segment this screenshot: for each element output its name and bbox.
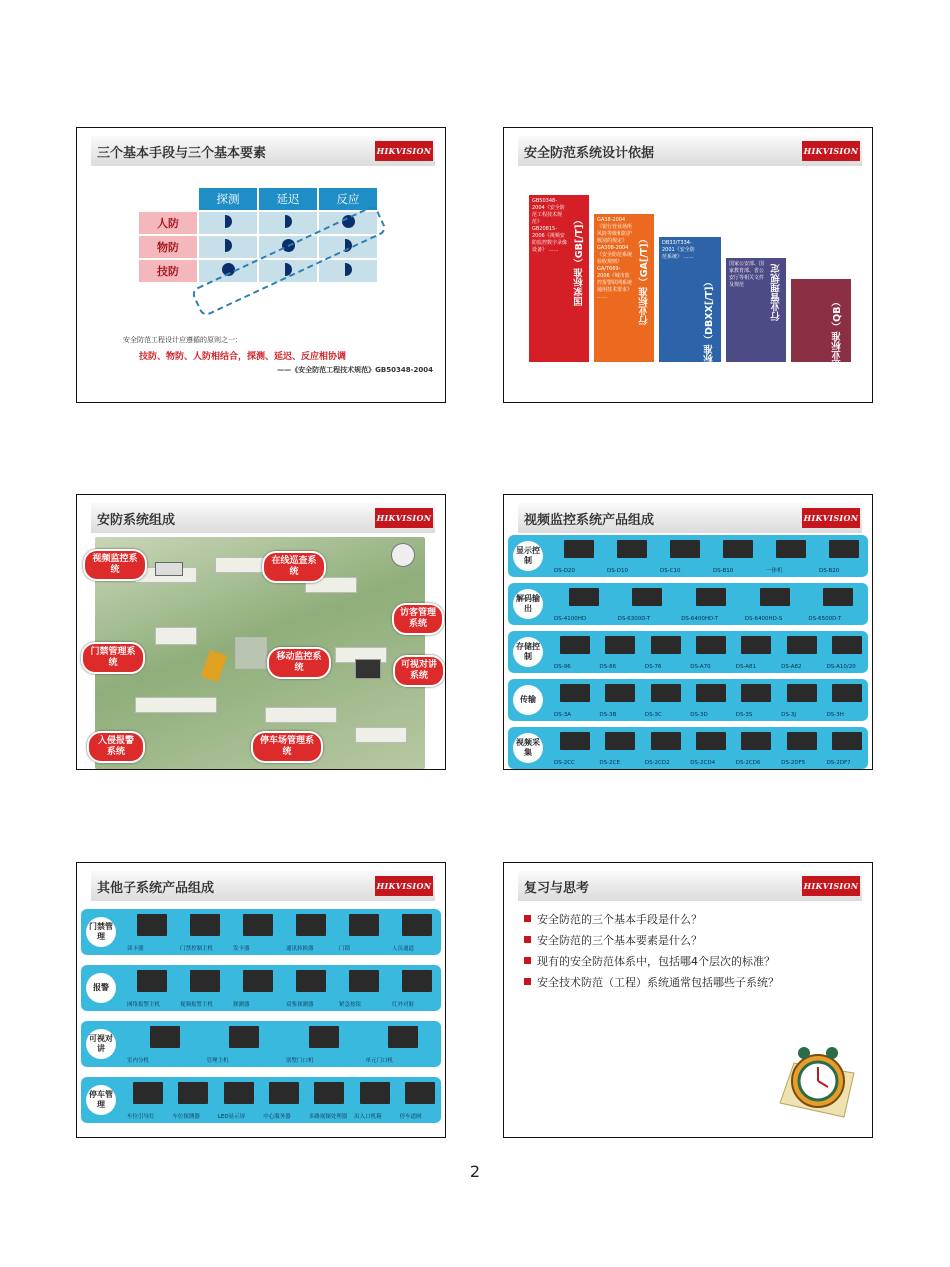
product-device-icon	[617, 540, 647, 558]
product-model-label: DS-A70	[690, 664, 711, 670]
product-model-label: 门锁	[339, 946, 351, 952]
matrix-col-header: 延迟	[259, 188, 317, 210]
product-model-label: 人员通道	[392, 946, 415, 952]
question-item	[524, 932, 702, 948]
product-model-label: DS-C10	[660, 568, 681, 574]
category-badge: 存储控制	[513, 637, 543, 667]
product-model-label: DS-A81	[735, 664, 757, 670]
bullet-icon	[524, 978, 531, 985]
product-device-icon	[776, 540, 806, 558]
product-model-label: DS-96	[554, 664, 571, 670]
product-device-icon	[269, 1082, 299, 1104]
matrix-col-header: 探测	[199, 188, 257, 210]
product-row	[508, 679, 868, 721]
product-model-label: DS-6300D-T	[617, 616, 651, 622]
category-badge: 可视对讲	[86, 1029, 116, 1059]
product-device-icon	[178, 1082, 208, 1104]
product-device-icon	[605, 636, 635, 654]
product-model-label: DS-2CD2	[644, 760, 670, 766]
product-model-label: DS-2DF5	[781, 760, 806, 766]
product-model-label: DS-D20	[554, 568, 575, 574]
product-model-label: 双鉴探测器	[286, 1002, 314, 1008]
product-model-label: 停车道闸	[399, 1114, 422, 1120]
matrix-row-header: 人防	[139, 212, 197, 234]
half-circle-icon	[285, 215, 292, 228]
product-model-label: 通讯转换器	[286, 946, 314, 952]
product-model-label: DS-4100HD	[554, 616, 587, 622]
slide-header	[518, 871, 862, 901]
product-model-label: DS-2CD4	[690, 760, 716, 766]
product-model-label: 门禁控制主机	[180, 946, 214, 952]
product-device-icon	[229, 1026, 259, 1048]
question-text: 现有的安全防范体系中，包括哪4个层次的标准？	[537, 955, 775, 968]
product-model-label: 视频报警主机	[180, 1002, 214, 1008]
slide-title: 安全防范系统设计依据	[524, 146, 655, 161]
product-device-icon	[832, 636, 862, 654]
slide-header	[518, 503, 862, 533]
product-model-label: 紧急按钮	[339, 1002, 362, 1008]
product-device-icon	[832, 732, 862, 750]
product-model-label: 室内分机	[127, 1058, 150, 1064]
product-model-label: 车位探测器	[172, 1114, 200, 1120]
slide-header	[518, 136, 862, 166]
product-device-icon	[741, 636, 771, 654]
question-item	[524, 953, 775, 969]
product-row	[508, 535, 868, 577]
product-model-label: DS-D10	[607, 568, 628, 574]
bar-detail-text: GA38-2004《银行营业场所风险等级和防护级别的规定》 GA308-2004《安全防范系统验收规则》 GA/T669-2006《城市监控报警联网系统通用技术要求》 ……	[597, 217, 633, 300]
product-model-label: DS-6400HD-S	[744, 616, 783, 622]
mobile-unit-device	[201, 650, 227, 682]
category-badge: 显示控制	[513, 541, 543, 571]
half-circle-icon	[225, 239, 232, 252]
bar-label: 行业标准（GA[/T]）	[639, 234, 650, 325]
slide-review	[503, 862, 873, 1138]
product-device-icon	[560, 636, 590, 654]
product-model-label: 网络报警主机	[127, 1002, 161, 1008]
product-device-icon	[190, 970, 220, 992]
camera-device	[155, 562, 183, 576]
question-item	[524, 974, 779, 990]
product-device-icon	[651, 684, 681, 702]
category-badge: 传输	[513, 685, 543, 715]
product-device-icon	[560, 684, 590, 702]
product-device-icon	[137, 970, 167, 992]
tag-video-intercom: 可视对讲系统	[393, 655, 445, 687]
product-row	[81, 965, 441, 1011]
product-device-icon	[723, 540, 753, 558]
standard-bar-enterprise	[791, 279, 851, 370]
product-model-label: DS-3B	[599, 712, 617, 718]
product-model-label: 探测器	[233, 1002, 250, 1008]
matrix-col-header: 反应	[319, 188, 377, 210]
product-device-icon	[569, 588, 599, 606]
product-model-label: DS-76	[644, 664, 662, 670]
product-device-icon	[243, 970, 273, 992]
product-device-icon	[296, 970, 326, 992]
matrix-row-header: 技防	[139, 260, 197, 282]
product-model-label: LED显示屏	[217, 1114, 246, 1120]
product-row	[81, 1021, 441, 1067]
slide-title: 视频监控系统产品组成	[524, 513, 655, 528]
dome-camera	[391, 543, 415, 567]
slide-design-basis	[503, 127, 873, 403]
product-model-label: DS-6500D-T	[808, 616, 842, 622]
bar-detail-text: 国家公安部、国家教育部、省公安厅等相关文件及规范	[729, 261, 765, 288]
product-device-icon	[760, 588, 790, 606]
slide-header	[91, 871, 435, 901]
slide-title: 三个基本手段与三个基本要素	[97, 146, 267, 161]
hikvision-logo: HIKVISION	[375, 876, 433, 896]
product-device-icon	[670, 540, 700, 558]
product-row	[508, 631, 868, 673]
product-device-icon	[190, 914, 220, 936]
tag-intrusion-alarm: 入侵报警系统	[87, 731, 145, 763]
slide-title: 复习与思考	[524, 881, 590, 896]
product-device-icon	[741, 684, 771, 702]
matrix-row-header: 物防	[139, 236, 197, 258]
product-device-icon	[832, 684, 862, 702]
product-model-label: DS-A10/20	[826, 664, 856, 670]
alarm-clock-icon	[774, 1033, 858, 1123]
product-device-icon	[360, 1082, 390, 1104]
product-device-icon	[150, 1026, 180, 1048]
product-device-icon	[787, 636, 817, 654]
principle-source: ——《安全防范工程技术规范》GB50348-2004	[277, 366, 433, 374]
product-model-label: 多路视频处理器	[308, 1114, 348, 1120]
product-model-label: 别墅门口机	[286, 1058, 314, 1064]
hikvision-logo: HIKVISION	[375, 508, 433, 528]
category-badge: 报警	[86, 973, 116, 1003]
product-device-icon	[402, 970, 432, 992]
product-device-icon	[829, 540, 859, 558]
product-device-icon	[696, 636, 726, 654]
question-text: 安全防范的三个基本手段是什么？	[537, 913, 702, 926]
slide-security-system	[76, 494, 446, 770]
product-device-icon	[651, 636, 681, 654]
product-model-label: DS-3S	[735, 712, 753, 718]
bullet-icon	[524, 957, 531, 964]
bar-label: 地方标准（DBXX[/T]）	[704, 277, 715, 383]
tag-parking: 停车场管理系统	[251, 731, 323, 763]
bar-detail-text: DB33/T334-2001《安全防范系统》 ……	[662, 240, 695, 260]
product-device-icon	[349, 970, 379, 992]
page-number: 2	[469, 1162, 481, 1181]
product-device-icon	[137, 914, 167, 936]
standard-bar-local	[659, 237, 721, 383]
bullet-icon	[524, 915, 531, 922]
bar-detail-text: GB50348-2004《安全防范工程技术规范》 GB20815-2006《视频安防监控数字录像设备》 ……	[532, 198, 568, 253]
tag-visitor: 访客管理系统	[392, 603, 444, 635]
product-device-icon	[696, 732, 726, 750]
bullet-icon	[524, 936, 531, 943]
product-model-label: DS-2CE	[599, 760, 620, 766]
bar-label: 行业管理规定	[771, 264, 782, 321]
product-device-icon	[388, 1026, 418, 1048]
slide-video-products	[503, 494, 873, 770]
principle-text: 技防、物防、人防相结合，探测、延迟、反应相协调	[139, 352, 347, 362]
product-device-icon	[605, 732, 635, 750]
product-row	[508, 583, 868, 625]
tag-video-surveillance: 视频监控系统	[83, 549, 147, 581]
product-device-icon	[564, 540, 594, 558]
product-row	[81, 909, 441, 955]
product-row	[508, 727, 868, 769]
tag-patrol: 在线巡查系统	[262, 551, 326, 583]
product-device-icon	[560, 732, 590, 750]
product-model-label: DS-3H	[826, 712, 844, 718]
hikvision-logo: HIKVISION	[375, 141, 433, 161]
product-device-icon	[243, 914, 273, 936]
hikvision-logo: HIKVISION	[802, 141, 860, 161]
product-device-icon	[787, 684, 817, 702]
intercom-monitor	[355, 659, 381, 679]
product-model-label: DS-2CD6	[735, 760, 761, 766]
product-device-icon	[741, 732, 771, 750]
product-model-label: DS-B10	[713, 568, 734, 574]
product-device-icon	[296, 914, 326, 936]
product-device-icon	[696, 684, 726, 702]
category-badge: 解码输出	[513, 589, 543, 619]
product-device-icon	[224, 1082, 254, 1104]
hikvision-logo: HIKVISION	[802, 508, 860, 528]
product-row	[81, 1077, 441, 1123]
slide-header	[91, 136, 435, 166]
product-device-icon	[402, 914, 432, 936]
question-text: 安全防范的三个基本要素是什么？	[537, 934, 702, 947]
standard-bar-regulation	[726, 258, 786, 362]
category-badge: 门禁管理	[86, 917, 116, 947]
product-model-label: 管理主机	[206, 1058, 229, 1064]
question-item	[524, 911, 702, 927]
product-model-label: 出入口机箱	[354, 1114, 382, 1120]
product-model-label: 单元门口机	[365, 1058, 394, 1064]
product-device-icon	[651, 732, 681, 750]
product-device-icon	[787, 732, 817, 750]
slide-header	[91, 503, 435, 533]
tag-access-control: 门禁管理系统	[81, 642, 145, 674]
product-device-icon	[405, 1082, 435, 1104]
product-device-icon	[605, 684, 635, 702]
product-model-label: DS-2CC	[554, 760, 575, 766]
product-model-label: DS-3D	[690, 712, 708, 718]
bar-label: 国家标准（GB[/T]）	[574, 215, 585, 306]
product-model-label: DS-6400HD-T	[681, 616, 719, 622]
slide-other-products	[76, 862, 446, 1138]
half-circle-icon	[225, 215, 232, 228]
category-badge: 视频采集	[513, 733, 543, 763]
slide-title: 安防系统组成	[97, 513, 176, 528]
product-device-icon	[632, 588, 662, 606]
product-model-label: 中心服务器	[263, 1114, 291, 1120]
standard-bar-national	[529, 195, 589, 362]
product-device-icon	[309, 1026, 339, 1048]
product-device-icon	[696, 588, 726, 606]
tag-mobile: 移动监控系统	[267, 647, 331, 679]
product-model-label: DS-3A	[554, 712, 571, 718]
standard-bar-industry	[594, 214, 654, 362]
question-text: 安全技术防范（工程）系统通常包括哪些子系统？	[537, 976, 779, 989]
half-circle-icon	[345, 263, 352, 276]
product-model-label: 车位引导灯	[127, 1114, 155, 1120]
product-device-icon	[349, 914, 379, 936]
slide-title: 其他子系统产品组成	[97, 881, 215, 896]
product-device-icon	[314, 1082, 344, 1104]
product-model-label: DS-A82	[781, 664, 802, 670]
product-device-icon	[823, 588, 853, 606]
bar-label: 企业标准（QB）	[832, 297, 843, 370]
product-model-label: 一体机	[766, 568, 783, 574]
product-model-label: 读卡器	[127, 946, 144, 952]
product-model-label: DS-3C	[644, 712, 662, 718]
product-model-label: DS-3J	[781, 712, 796, 718]
product-model-label: DS-B20	[819, 568, 840, 574]
category-badge: 停车管理	[86, 1085, 116, 1115]
principle-intro: 安全防范工程设计应遵循的原则之一：	[123, 336, 242, 344]
product-model-label: DS-86	[599, 664, 617, 670]
product-model-label: 发卡器	[233, 946, 250, 952]
slide-basic-elements	[76, 127, 446, 403]
product-model-label: DS-2DF7	[826, 760, 851, 766]
product-model-label: 红外对射	[392, 1002, 415, 1008]
hikvision-logo: HIKVISION	[802, 876, 860, 896]
product-device-icon	[133, 1082, 163, 1104]
